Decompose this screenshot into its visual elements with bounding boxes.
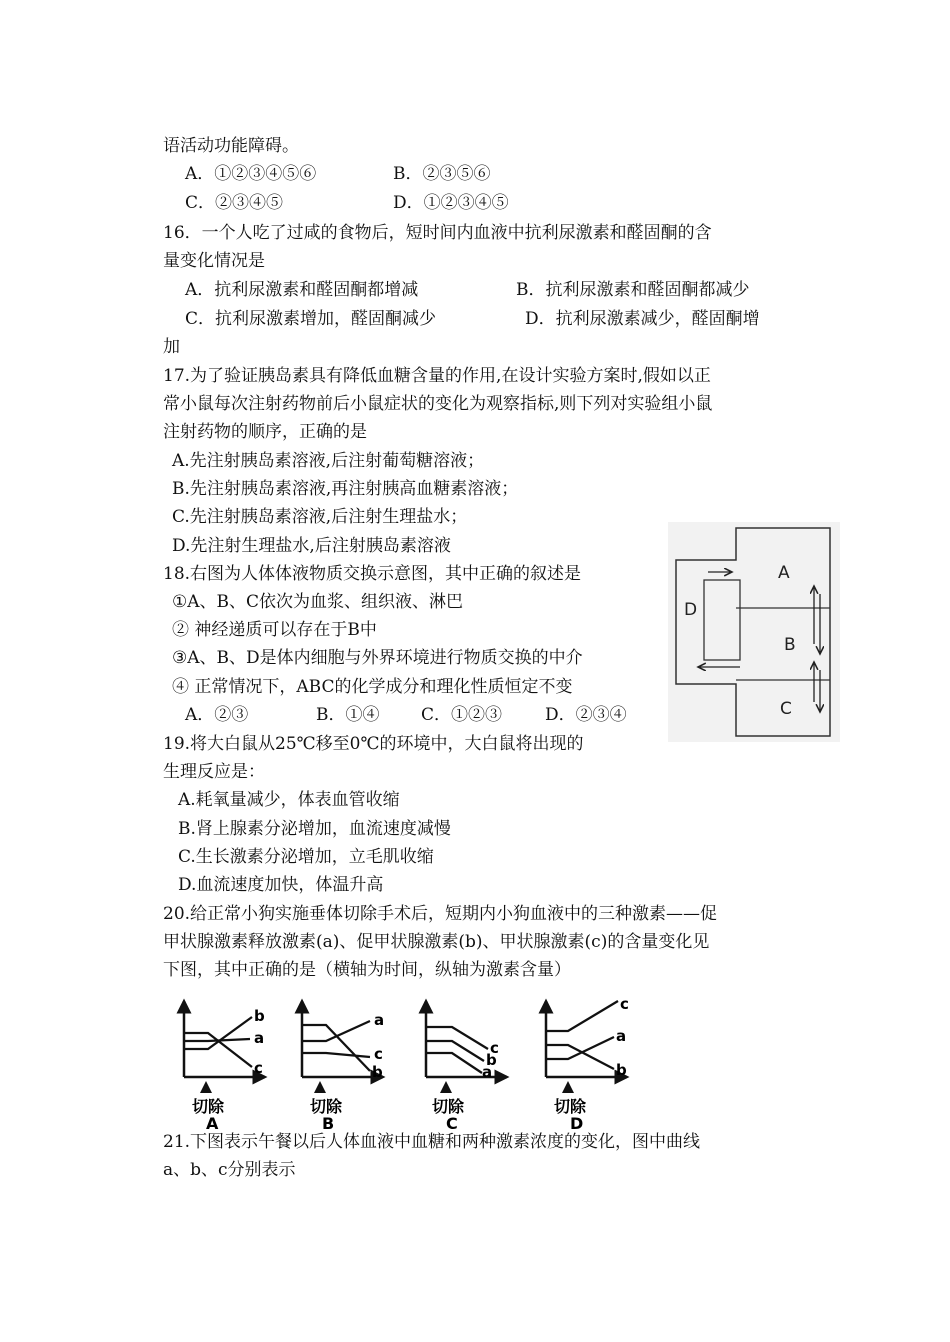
q18-statement-4: ④ 正常情况下，ABC的化学成分和理化性质恒定不变: [172, 677, 573, 697]
q17-option-c: C.先注射胰岛素溶液,后注射生理盐水；: [172, 507, 468, 527]
body-fluid-exchange-diagram: [668, 522, 840, 742]
q19-option-a: A.耗氧量减少，体表血管收缩: [178, 790, 400, 810]
q16-stem-line1: 16．一个人吃了过咸的食物后，短时间内血液中抗利尿激素和醛固酮的含: [163, 223, 712, 243]
q18-option-c: C．①②③: [421, 705, 503, 725]
diagram-label-a: A: [778, 563, 790, 583]
graph-b-cut-label: 切除: [310, 1097, 343, 1116]
graph-c-label-3: a: [482, 1063, 493, 1081]
graph-d-label-2: a: [616, 1027, 627, 1045]
q17-option-b: B.先注射胰岛素溶液,再注射胰高血糖素溶液；: [172, 479, 519, 499]
diagram-label-c: C: [780, 699, 792, 719]
q20-stem-line2: 甲状腺激素释放激素(a)、促甲状腺激素(b)、甲状腺激素(c)的含量变化见: [163, 932, 710, 952]
q17-option-d: D.先注射生理盐水,后注射胰岛素溶液: [172, 536, 451, 556]
q16-option-a: A．抗利尿激素和醛固酮都增减: [185, 280, 419, 300]
q21-stem-line2: a、b、c分别表示: [163, 1160, 296, 1180]
graph-b-label-2: c: [374, 1045, 383, 1063]
q15-option-d: D．①②③④⑤: [393, 193, 509, 213]
q15-continuation: 语活动功能障碍。: [163, 136, 299, 156]
q19-option-b: B.肾上腺素分泌增加，血流速度减慢: [178, 819, 451, 839]
graph-d-cut-label: 切除: [554, 1097, 587, 1116]
graph-c-label-1: c: [490, 1039, 499, 1057]
graph-d-label-1: c: [620, 995, 629, 1013]
q17-option-a: A.先注射胰岛素溶液,后注射葡萄糖溶液；: [172, 451, 485, 471]
graph-d: [546, 995, 629, 1130]
graph-a: [184, 1001, 265, 1130]
q19-option-c: C.生长激素分泌增加，立毛肌收缩: [178, 847, 434, 867]
graph-d-label-3: b: [616, 1061, 627, 1079]
q18-option-a: A．②③: [185, 705, 249, 725]
graph-a-letter: A: [206, 1114, 219, 1130]
graph-c-label-2: b: [486, 1051, 497, 1069]
q18-statement-2: ② 神经递质可以存在于B中: [172, 620, 377, 640]
graph-b-label-1: a: [374, 1011, 385, 1029]
q15-option-a: A．①②③④⑤⑥: [185, 164, 317, 184]
graph-c-cut-label: 切除: [432, 1097, 465, 1116]
q17-stem-line1: 17.为了验证胰岛素具有降低血糖含量的作用,在设计实验方案时,假如以正: [163, 366, 711, 386]
q17-stem-line2: 常小鼠每次注射药物前后小鼠症状的变化为观察指标,则下列对实验组小鼠: [163, 394, 713, 414]
graph-a-cut-label: 切除: [192, 1097, 225, 1116]
graph-b: [302, 1001, 384, 1130]
q16-option-d: D．抗利尿激素减少，醛固酮增: [525, 309, 760, 329]
q18-option-d: D．②③④: [545, 705, 627, 725]
q18-option-b: B．①④: [316, 705, 380, 725]
diagram-label-b: B: [784, 635, 796, 655]
graph-c: [426, 1001, 507, 1130]
graph-d-letter: D: [570, 1114, 584, 1130]
q17-stem-line3: 注射药物的顺序，正确的是: [163, 422, 367, 442]
q15-option-c: C．②③④⑤: [185, 193, 284, 213]
q21-stem-line1: 21.下图表示午餐以后人体血液中血糖和两种激素浓度的变化，图中曲线: [163, 1132, 701, 1152]
q18-stem: 18.右图为人体体液物质交换示意图，其中正确的叙述是: [163, 564, 582, 584]
q15-option-b: B．②③⑤⑥: [393, 164, 491, 184]
q16-option-b: B．抗利尿激素和醛固酮都减少: [516, 280, 750, 300]
q19-option-d: D.血流速度加快，体温升高: [178, 875, 384, 895]
q19-stem-line1: 19.将大白鼠从25℃移至0℃的环境中，大白鼠将出现的: [163, 734, 584, 754]
graph-a-label-2: a: [254, 1029, 265, 1047]
q20-stem-line3: 下图，其中正确的是（横轴为时间，纵轴为激素含量）: [163, 960, 571, 980]
q16-option-c: C．抗利尿激素增加，醛固酮减少: [185, 309, 437, 329]
graph-b-label-3: b: [372, 1063, 383, 1081]
hormone-graphs: [170, 995, 650, 1130]
graph-a-label-3: c: [254, 1059, 263, 1077]
q18-statement-1: ①A、B、C依次为血浆、组织液、淋巴: [172, 592, 464, 612]
q20-stem-line1: 20.给正常小狗实施垂体切除手术后，短期内小狗血液中的三种激素——促: [163, 904, 718, 924]
q19-stem-line2: 生理反应是：: [163, 762, 265, 782]
q16-option-d-wrap: 加: [163, 337, 180, 357]
graph-b-letter: B: [322, 1114, 335, 1130]
graph-a-label-1: b: [254, 1007, 265, 1025]
q16-stem-line2: 量变化情况是: [163, 251, 265, 271]
q18-statement-3: ③A、B、D是体内细胞与外界环境进行物质交换的中介: [172, 648, 583, 668]
diagram-label-d: D: [684, 600, 698, 620]
graph-c-letter: C: [446, 1114, 458, 1130]
